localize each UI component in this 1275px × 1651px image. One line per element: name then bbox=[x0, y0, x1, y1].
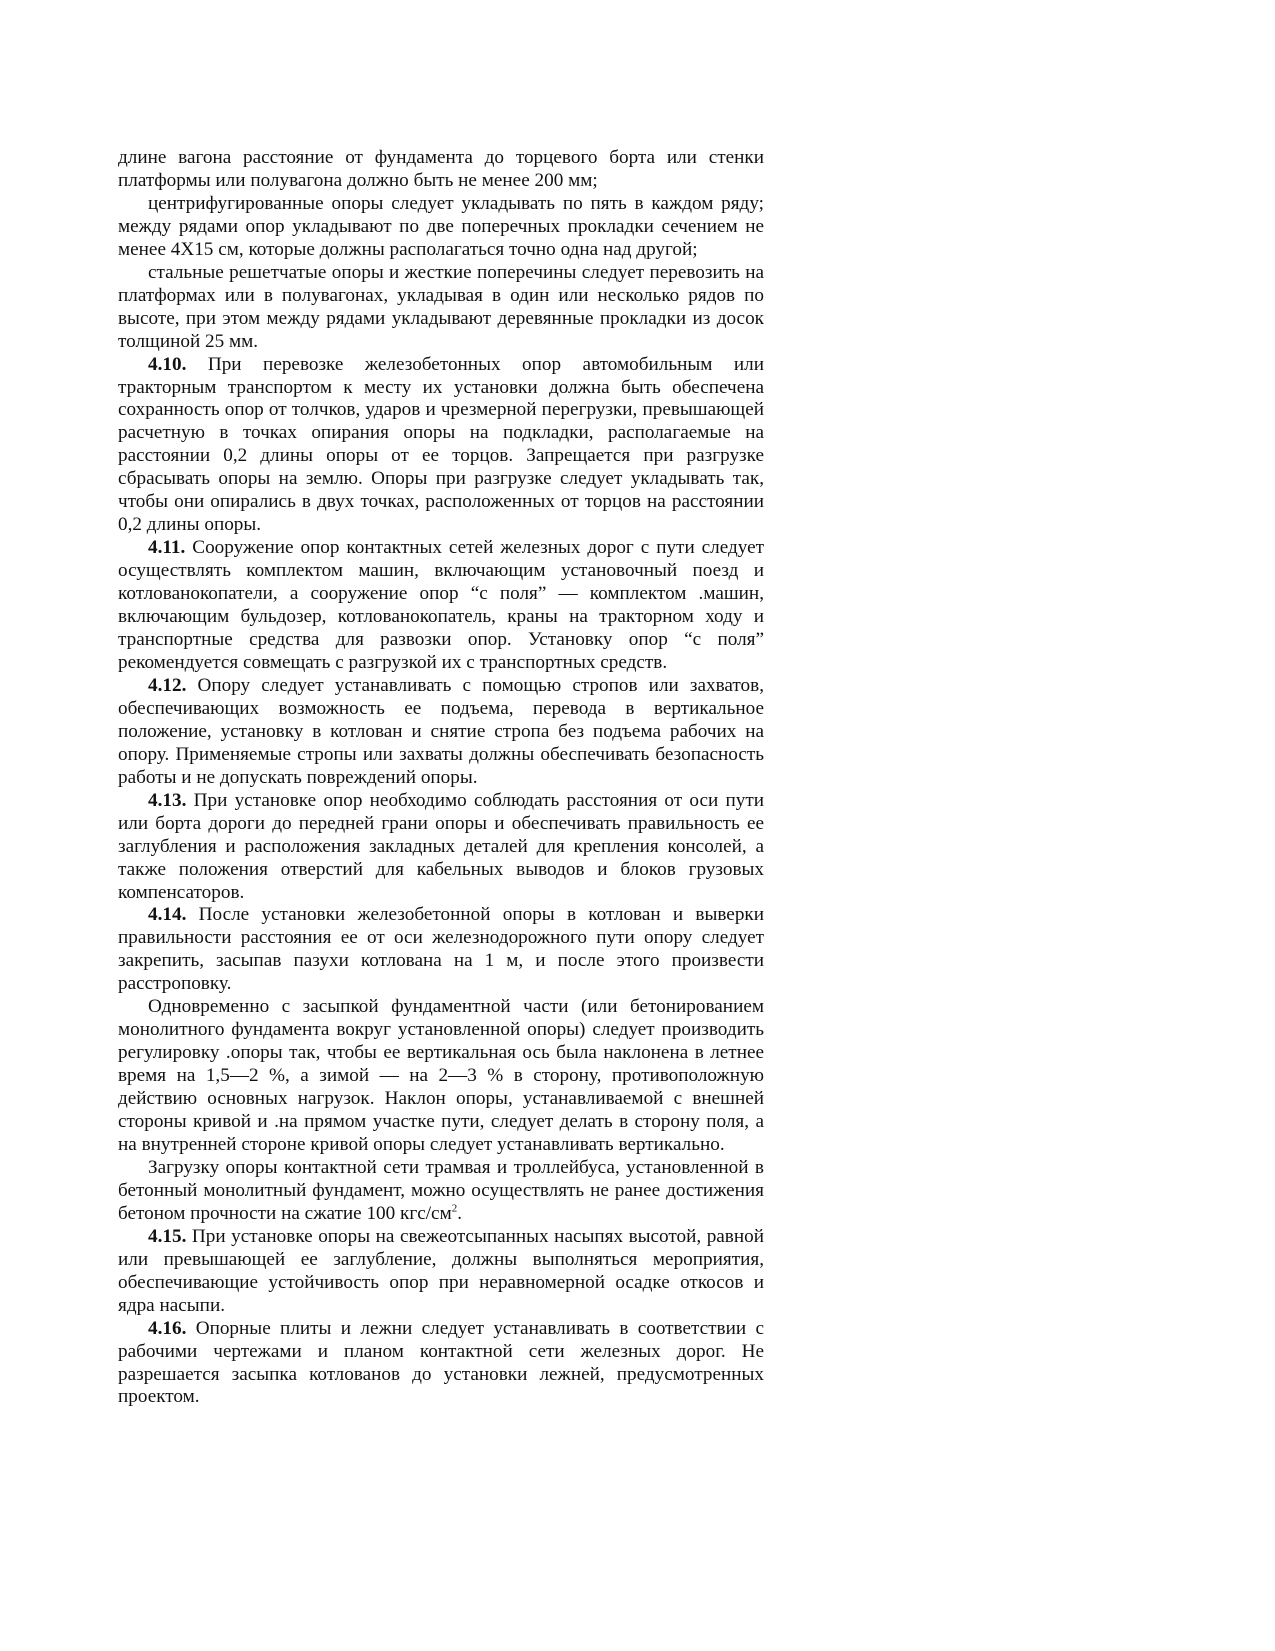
paragraph-text: При установке опоры на свежеотсыпанных насыпях высотой, равной или превышающей ее заглубление, должны выполняться мероприятия, обеспечивающие устойчивость опор при неравномерной осадке откосов и ядра насыпи. bbox=[118, 1225, 764, 1316]
paragraph-text: Одновременно с засыпкой фундаментной части (или бетонированием монолитного фундамента вокруг установленной опоры) следует производить регулировку .опоры так, чтобы ее вертикальная ось была наклонена в летнее время на 1,5—2 %, а зимой — на 2—3 % в сторону, противоположную действию основных нагрузок. Наклон опоры, устанавливаемой с внешней стороны кривой и .на прямом участке пути, следует делать в сторону поля, а на внутренней стороне кривой опоры следует устанавливать вертикально. bbox=[118, 996, 764, 1155]
paragraph-centrifuged-supports bbox=[118, 193, 764, 262]
paragraph-text: При установке опор необходимо соблюдать расстояния от оси пути или борта дороги до передней грани опоры и обеспечивать правильность ее заглубления и расположения закладных деталей для крепления консолей, а также положения отверстий для кабельных выводов и блоков грузовых компенсаторов. bbox=[118, 789, 764, 903]
paragraph-wagon-distance bbox=[118, 147, 764, 193]
section-number: 4.10. bbox=[148, 353, 187, 375]
section-4-10 bbox=[118, 354, 764, 538]
paragraph-text: Сооружение опор контактных сетей железных дорог с пути следует осуществлять комплектом машин, включающим установочный поезд и котлованокопатели, а сооружение опор “с поля” — комплектом .машин, включающим бульдозер, котлованокопатель, краны на тракторном ходу и транспортные средства для развозки опор. Установку опор “с поля” рекомендуется совмещать с разгрузкой их с транспортных средств. bbox=[118, 537, 765, 673]
section-number: 4.14. bbox=[148, 904, 187, 926]
paragraph-text: центрифугированные опоры следует укладывать по пять в каждом ряду; между рядами опор укладывают по две поперечных прокладки сечением не менее 4Х15 см, которые должны располагаться точно одна над другой; bbox=[118, 192, 764, 260]
section-number: 4.13. bbox=[148, 789, 187, 811]
section-number: 4.11. bbox=[148, 537, 186, 559]
paragraph-text: При перевозке железобетонных опор автомобильным или тракторным транспортом к месту их установки должна быть обеспечена сохранность опор от толчков, ударов и чрезмерной перегрузки, превышающей расчетную в точках опирания опоры на подкладки, располагаемые на расстоянии 0,2 длины опоры от ее торцов. Запрещается при разгрузке сбрасывать опоры на землю. Опоры при разгрузке следует укладывать так, чтобы они опирались в двух точках, расположенных от торцов на расстоянии 0,2 длины опоры. bbox=[118, 353, 764, 536]
superscript: 2 bbox=[451, 1202, 458, 1215]
paragraph-tail: . bbox=[457, 1202, 463, 1224]
section-4-12 bbox=[118, 675, 764, 790]
section-4-16 bbox=[118, 1318, 764, 1410]
paragraph-text: длине вагона расстояние от фундамента до торцевого борта или стенки платформы или полувагона должно быть не менее 200 мм; bbox=[118, 147, 764, 191]
paragraph-text: После установки железобетонной опоры в котлован и выверки правильности расстояния ее от оси железнодорожного пути опору следует закрепить, засыпав пазухи котлована на 1 м, и после этого произвести расстроповку. bbox=[118, 904, 765, 995]
paragraph-text: Опорные плиты и лежни следует устанавливать в соответствии с рабочими чертежами и планом контактной сети железных дорог. Не разрешается засыпка котлованов до установки лежней, предусмотренных проектом. bbox=[118, 1317, 764, 1408]
paragraph-text: Загрузку опоры контактной сети трамвая и троллейбуса, установленной в бетонный монолитный фундамент, можно осуществлять не ранее достижения бетоном прочности на сжатие 100 кгс/см bbox=[118, 1156, 764, 1224]
paragraph-text: стальные решетчатые опоры и жесткие поперечины следует перевозить на платформах или в полувагонах, укладывая в один или несколько рядов по высоте, при этом между рядами укладывают деревянные прокладки из досок толщиной 25 мм. bbox=[118, 261, 764, 352]
paragraph-steel-lattice-supports bbox=[118, 262, 764, 354]
paragraph-tram-loading bbox=[118, 1157, 764, 1226]
section-4-15 bbox=[118, 1226, 764, 1318]
document-body bbox=[118, 147, 764, 1409]
section-4-11 bbox=[118, 537, 764, 675]
section-number: 4.15. bbox=[148, 1225, 187, 1247]
section-4-14 bbox=[118, 904, 764, 996]
section-number: 4.12. bbox=[148, 674, 187, 696]
section-4-13 bbox=[118, 790, 764, 905]
paragraph-backfill-regulation bbox=[118, 996, 764, 1157]
section-number: 4.16. bbox=[148, 1317, 187, 1339]
paragraph-text: Опору следует устанавливать с помощью стропов или захватов, обеспечивающих возможность ее подъема, перевода в вертикальное положение, установку в котлован и снятие стропа без подъема рабочих на опору. Применяемые стропы или захваты должны обеспечивать безопасность работы и не допускать повреждений опоры. bbox=[118, 674, 765, 788]
